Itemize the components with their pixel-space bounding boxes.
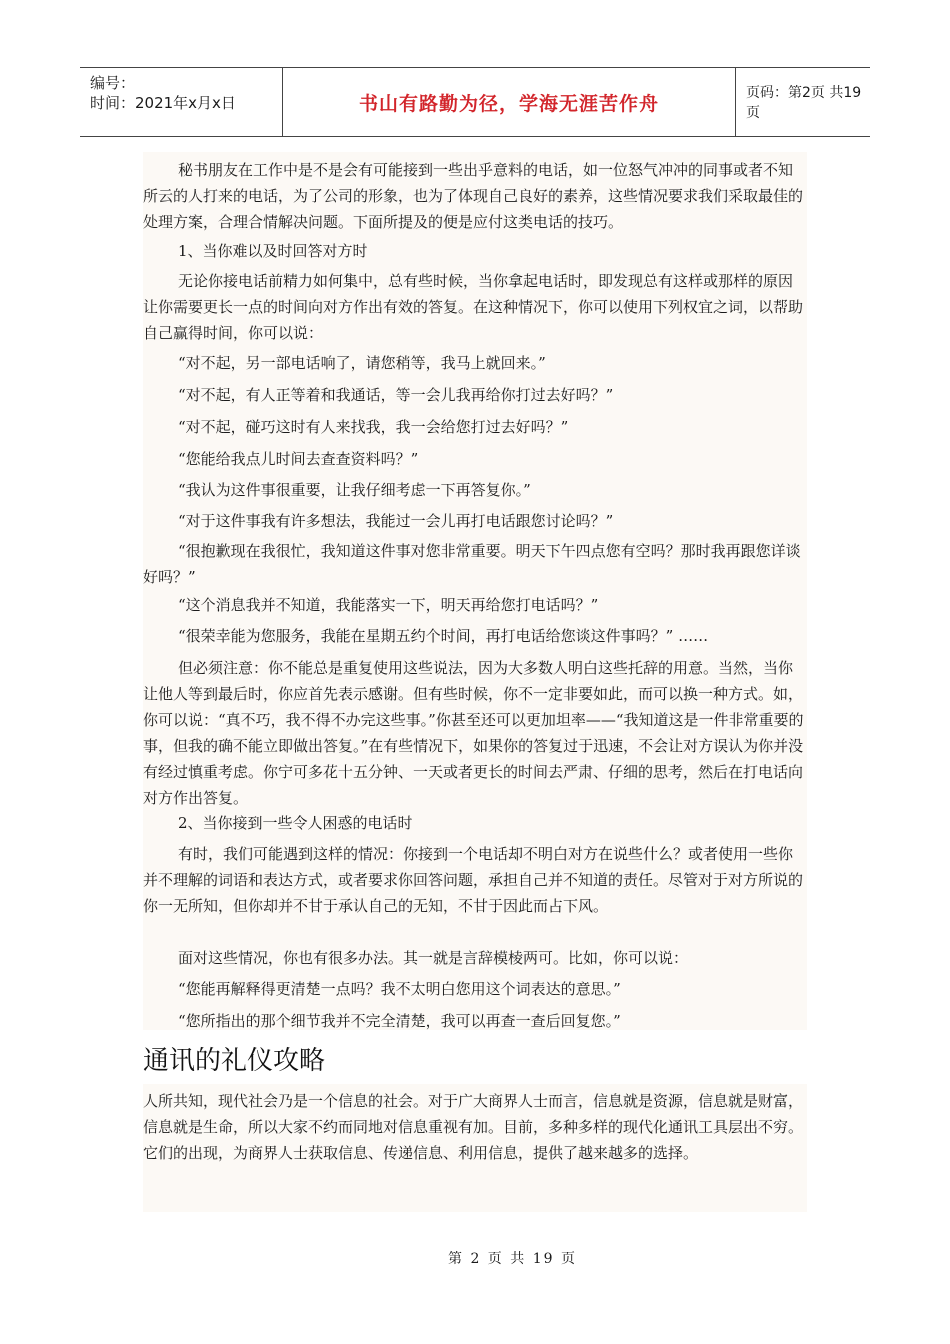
- quote-4: “您能给我点儿时间去查查资料吗？”: [178, 450, 419, 468]
- footer-page-number: 第 2 页 共 19 页: [448, 1251, 577, 1267]
- quote-2: “对不起，有人正等着和我通话，等一会儿我再给你打过去好吗？”: [178, 386, 614, 404]
- header-info-cell: [80, 68, 283, 136]
- intro-paragraph: 秘书朋友在工作中是不是会有可能接到一些出乎意料的电话，如一位怒气冲冲的同事或者不知所云的人打来的电话，为了公司的形象，也为了体现自己良好的素养，这些情况要求我们采取最佳的处理方案，合理合情解决问题。下面所提及的便是应付这类电话的技巧。: [143, 161, 804, 231]
- document-time-label: 时间：2021年x月x日: [90, 94, 236, 112]
- quote-10: “您能再解释得更清楚一点吗？我不太明白您用这个词表达的意思。”: [178, 980, 621, 998]
- section-heading-communication-etiquette: 通讯的礼仪攻略: [143, 1046, 326, 1076]
- quote-11: “您所指出的那个细节我并不完全清楚，我可以再查一查后回复您。”: [178, 1012, 621, 1030]
- section-2-title: 2、当你接到一些令人困惑的电话时: [178, 814, 413, 832]
- section-1-paragraph: 无论你接电话前精力如何集中，总有些时候，当你拿起电话时，即发现总有这样或那样的原因让你需要更长一点的时间向对方作出有效的答复。在这种情况下，你可以使用下列权宜之词，以帮助自己赢得时间，你可以说：: [143, 272, 804, 342]
- quote-1: “对不起，另一部电话响了，请您稍等，我马上就回来。”: [178, 354, 546, 372]
- page-header: [80, 67, 870, 137]
- section-2-paragraph-2: 面对这些情况，你也有很多办法。其一就是言辞模棱两可。比如，你可以说：: [178, 949, 689, 967]
- quote-8: “这个消息我并不知道，我能落实一下，明天再给您打电话吗？”: [178, 596, 599, 614]
- quote-5: “我认为这件事很重要，让我仔细考虑一下再答复你。”: [178, 481, 531, 499]
- document-number-label: 编号：: [90, 74, 136, 92]
- header-motto: 书山有路勤为径，学海无涯苦作舟: [358, 92, 659, 115]
- section-2-paragraph: 有时，我们可能遇到这样的情况：你接到一个电话却不明白对方在说些什么？或者使用一些你并不理解的词语和表达方式，或者要求你回答问题，承担自己并不知道的责任。尽管对于对方所说的你一无所知，但你却并不甘于承认自己的无知，不甘于因此而占下风。: [143, 845, 804, 915]
- quote-3: “对不起，碰巧这时有人来找我，我一会给您打过去好吗？”: [178, 418, 569, 436]
- quote-9: “很荣幸能为您服务，我能在星期五约个时间，再打电话给您谈这件事吗？” ……: [178, 627, 709, 645]
- header-page-number: 页码：第2页 共19页: [746, 85, 862, 121]
- communication-paragraph: 人所共知，现代社会乃是一个信息的社会。对于广大商界人士而言，信息就是资源，信息就是财富，信息就是生命，所以大家不约而同地对信息重视有加。目前，多种多样的现代化通讯工具层出不穷。它们的出现，为商界人士获取信息、传递信息、利用信息，提供了越来越多的选择。: [143, 1092, 804, 1162]
- quote-7: “很抱歉现在我很忙，我知道这件事对您非常重要。明天下午四点您有空吗？那时我再跟您详谈好吗？”: [143, 542, 801, 586]
- section-1-note-paragraph: 但必须注意：你不能总是重复使用这些说法，因为大多数人明白这些托辞的用意。当然，当你让他人等到最后时，你应首先表示感谢。但有些时候，你不一定非要如此，而可以换一种方式。如，你可以说：“真不巧，我不得不办完这些事。”你甚至还可以更加坦率——“我知道这是一件非常重要的事，但我的确不能立即做出答复。”在有些情况下，如果你的答复过于迅速，不会让对方误认为你并没有经过慎重考虑。你宁可多花十五分钟、一天或者更长的时间去严肃、仔细的思考，然后在打电话向对方作出答复。: [143, 659, 804, 807]
- header-motto-cell: [283, 68, 736, 136]
- page-footer: [0, 1248, 950, 1268]
- section-1-title: 1、当你难以及时回答对方时: [178, 242, 368, 260]
- header-page-cell: [736, 68, 870, 136]
- quote-6: “对于这件事我有许多想法，我能过一会儿再打电话跟您讨论吗？”: [178, 512, 614, 530]
